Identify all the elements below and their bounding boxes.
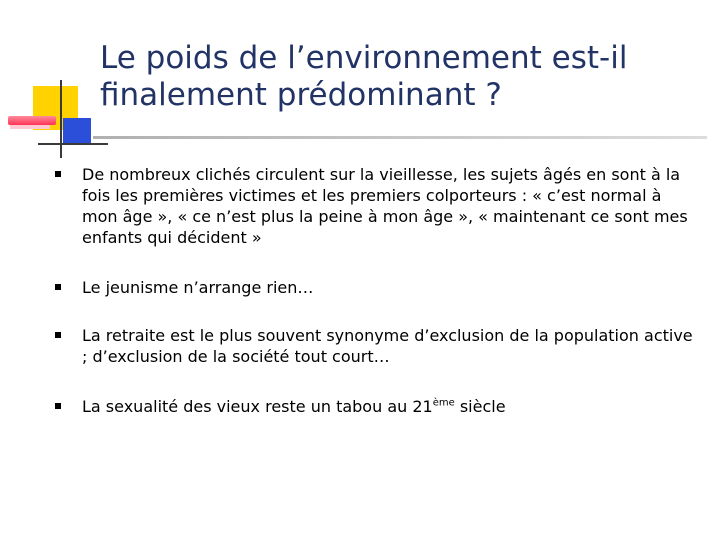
slide-title — [100, 40, 710, 114]
bullet-text-after: siècle — [454, 397, 506, 416]
square-bullet-icon — [55, 403, 61, 409]
bullet-item — [52, 277, 702, 298]
bullet-text: Le jeunisme n’arrange rien… — [82, 278, 314, 297]
title-underline — [93, 136, 707, 139]
logo-red-bar — [8, 116, 56, 125]
square-bullet-icon — [55, 171, 61, 177]
bullet-list — [52, 164, 702, 417]
bullet-item — [52, 396, 702, 417]
title-line-1: Le poids de l’environnement est-il — [100, 40, 628, 76]
title-line-2: finalement prédominant ? — [100, 77, 502, 113]
bullet-text: De nombreux clichés circulent sur la vieillesse, les sujets âgés en sont à la fois les premières victimes et les premiers colporteurs : « c’est normal à mon âge », « ce n’est plus la peine à mon âge », « maintenant ce sont mes enfants qui décident » — [82, 165, 688, 247]
square-bullet-icon — [55, 332, 61, 338]
square-bullet-icon — [55, 284, 61, 290]
bullet-item — [52, 164, 702, 248]
bullet-text — [82, 397, 506, 416]
logo-blue-square — [63, 118, 91, 144]
logo-red-bar-shadow — [10, 125, 50, 129]
bullet-text: La retraite est le plus souvent synonyme d’exclusion de la population active ; d’exclusion de la société tout court… — [82, 326, 693, 366]
logo-vertical-line — [60, 80, 62, 158]
superscript: ème — [432, 397, 455, 409]
logo-horizontal-line — [38, 143, 108, 145]
bullet-text-before: La sexualité des vieux reste un tabou au 21 — [82, 397, 433, 416]
bullet-item — [52, 325, 702, 367]
